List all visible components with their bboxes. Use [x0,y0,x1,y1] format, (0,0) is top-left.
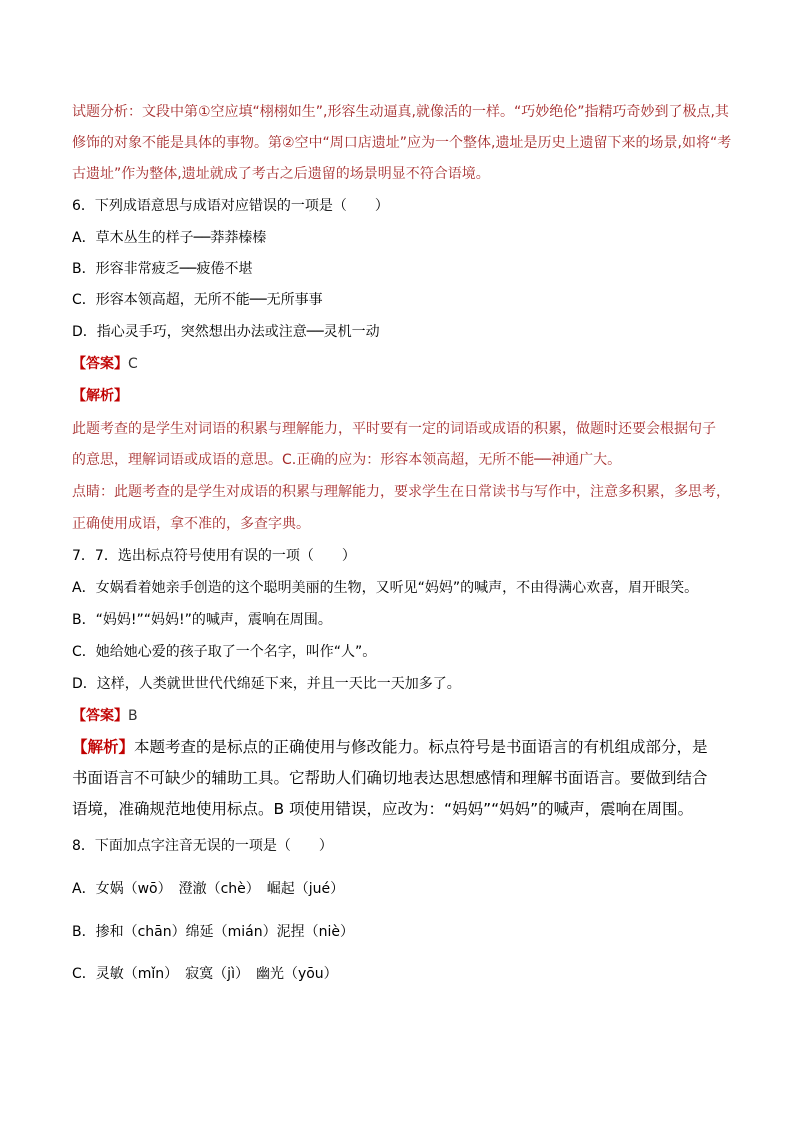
q6-tip-line-2: 正确使用成语，拿不准的，多查字典。 [72,516,310,532]
q8-option-c: C．灵敏（mǐn） 寂寞（jì） 幽光（yōu） [72,966,338,982]
q7-answer-label: 【答案】 [72,708,128,724]
q7-option-a: A．女娲看着她亲手创造的这个聪明美丽的生物，又听见“妈妈”的喊声，不由得满心欢喜，眉开眼笑。 [72,580,699,596]
q7-analysis-line-2: 书面语言不可缺少的辅助工具。它帮助人们确切地表达思想感情和理解书面语言。要做到结合 [72,769,708,787]
q7-analysis-line-1 [72,737,732,757]
q6-answer [72,354,732,374]
q6-option-a: A．草木丛生的样子──莽莽榛榛 [72,230,267,246]
q7-answer-value: B [128,708,138,724]
q6-option-c: C．形容本领高超，无所不能──无所事事 [72,292,323,308]
q6-analysis-label: 【解析】 [72,388,128,404]
q6-analysis-line-1: 此题考查的是学生对词语的积累与理解能力，平时要有一定的词语或成语的积累，做题时还要会根据句子 [72,421,716,437]
analysis-line-3: 古遗址”作为整体,遗址就成了考古之后遗留的场景明显不符合语境。 [72,166,490,182]
q7-option-d: D．这样，人类就世世代代绵延下来，并且一天比一天加多了。 [72,676,461,692]
q7-option-b: B．“妈妈!”“妈妈!”的喊声，震响在周围。 [72,612,332,628]
q7-option-c: C．她给她心爱的孩子取了一个名字，叫作“人”。 [72,644,377,660]
analysis-line-2: 修饰的对象不能是具体的事物。第②空中“周口店遗址”应为一个整体,遗址是历史上遗留下来的场景,如将“考 [72,135,732,151]
q7-analysis-text-1: 本题考查的是标点的正确使用与修改能力。标点符号是书面语言的有机组成部分，是 [134,738,708,756]
q6-answer-value: C [128,356,138,372]
q8-question: 8．下面加点字注音无误的一项是（ ） [72,838,333,854]
q6-option-b: B．形容非常疲乏──疲倦不堪 [72,261,253,277]
q7-analysis-line-3: 语境，准确规范地使用标点。B 项使用错误，应改为：“妈妈”“妈妈”的喊声，震响在周围。 [72,800,694,818]
q8-option-a: A．女娲（wō） 澄澈（chè） 崛起（jué） [72,881,345,897]
q7-answer [72,706,732,726]
q6-option-d: D．指心灵手巧，突然想出办法或注意──灵机一动 [72,324,380,340]
q6-question: 6．下列成语意思与成语对应错误的一项是（ ） [72,198,389,214]
q6-analysis-heading [72,386,732,406]
q7-question: 7．7．选出标点符号使用有误的一项（ ） [72,548,356,564]
q6-tip-line-1: 点睛：此题考查的是学生对成语的积累与理解能力，要求学生在日常读书与写作中，注意多积累，多思考， [72,484,730,500]
analysis-line-1: 试题分析：文段中第①空应填“栩栩如生”,形容生动逼真,就像活的一样。“巧妙绝伦”指精巧奇妙到了极点,其 [72,104,729,120]
q6-analysis-line-2: 的意思，理解词语或成语的意思。C.正确的应为：形容本领高超，无所不能──神通广大。 [72,452,622,468]
q6-answer-label: 【答案】 [72,356,128,372]
q8-option-b: B．掺和（chān）绵延（mián）泥捏（niè） [72,924,354,940]
q7-analysis-label: 【解析】 [72,738,135,756]
